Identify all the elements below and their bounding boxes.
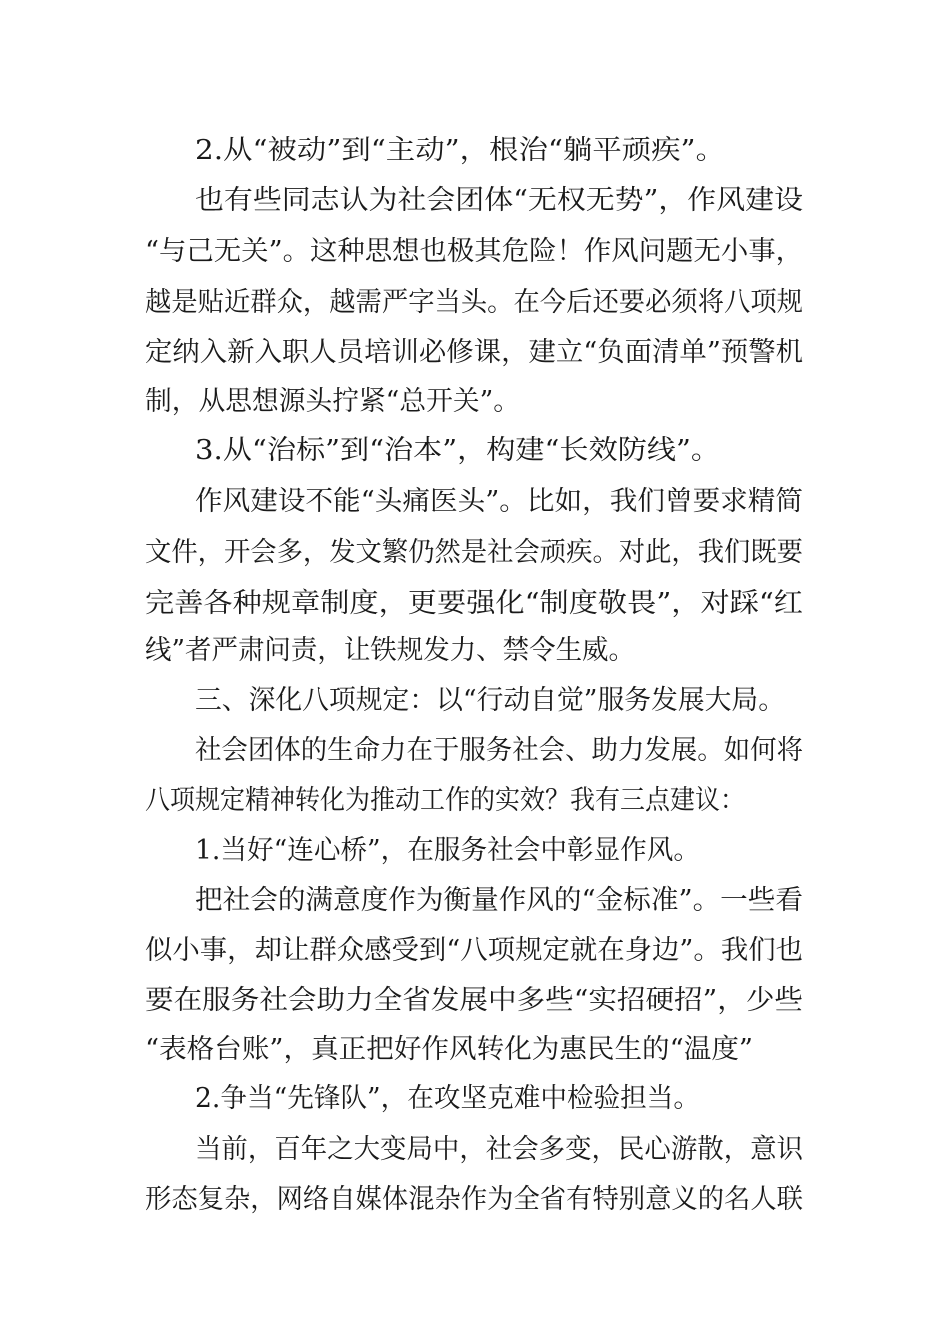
line-text: “表格台账”，真正把好作风转化为惠民生的“温度” [145,1034,753,1065]
line-text: 似小事，却让群众感受到“八项规定就在身边”。我们也 [145,935,803,966]
text-line [0,1182,950,1218]
line-text: 社会团体的生命力在于服务社会、助力发展。如何将 [195,735,803,766]
line-text: 三、深化八项规定：以“行动自觉”服务发展大局。 [195,685,785,716]
line-text: 也有些同志认为社会团体“无权无势”，作风建设 [195,185,803,216]
text-line [0,234,950,270]
text-line [0,433,950,469]
text-line [0,535,950,571]
line-text: 2.从“被动”到“主动”，根治“躺平顽疾”。 [195,135,725,166]
text-line [0,933,950,969]
line-text: 2.争当“先锋队”，在攻坚克难中检验担当。 [195,1083,700,1114]
text-line [0,983,950,1019]
text-line [0,683,950,719]
line-text: 越是贴近群众，越需严字当头。在今后还要必须将八项规 [145,287,803,318]
line-text: 完善各种规章制度，更要强化“制度敬畏”，对踩“红 [145,588,803,619]
text-line [0,1032,950,1068]
text-line [0,883,950,919]
line-text: 要在服务社会助力全省发展中多些“实招硬招”，少些 [145,985,803,1016]
text-line [0,1081,950,1117]
text-line [0,384,950,420]
line-text: 当前，百年之大变局中，社会多变，民心游散，意识 [195,1134,803,1165]
text-line [0,1132,950,1168]
text-line [0,183,950,219]
line-text: 1.当好“连心桥”，在服务社会中彰显作风。 [195,835,700,866]
text-line [0,133,950,169]
text-line [0,335,950,371]
text-line [0,484,950,520]
line-text: 3.从“治标”到“治本”，构建“长效防线”。 [195,435,720,466]
text-line [0,783,950,819]
text-line [0,633,950,669]
line-text: 文件，开会多，发文繁仍然是社会顽疾。对此，我们既要 [145,537,803,568]
text-line [0,586,950,622]
line-text: 作风建设不能“头痛医头”。比如，我们曾要求精简 [195,486,803,517]
line-text: 线”者严肃问责，让铁规发力、禁令生威。 [145,635,635,666]
line-text: 制，从思想源头拧紧“总开关”。 [145,386,520,417]
line-text: “与己无关”。这种思想也极其危险！作风问题无小事， [145,236,803,267]
line-text: 定纳入新入职人员培训必修课，建立“负面清单”预警机 [145,337,803,368]
line-text: 八项规定精神转化为推动工作的实效？我有三点建议： [145,785,745,816]
text-line [0,733,950,769]
text-line [0,833,950,869]
text-line [0,285,950,321]
line-text: 把社会的满意度作为衡量作风的“金标准”。一些看 [195,885,803,916]
line-text: 形态复杂，网络自媒体混杂作为全省有特别意义的名人联 [145,1184,803,1215]
